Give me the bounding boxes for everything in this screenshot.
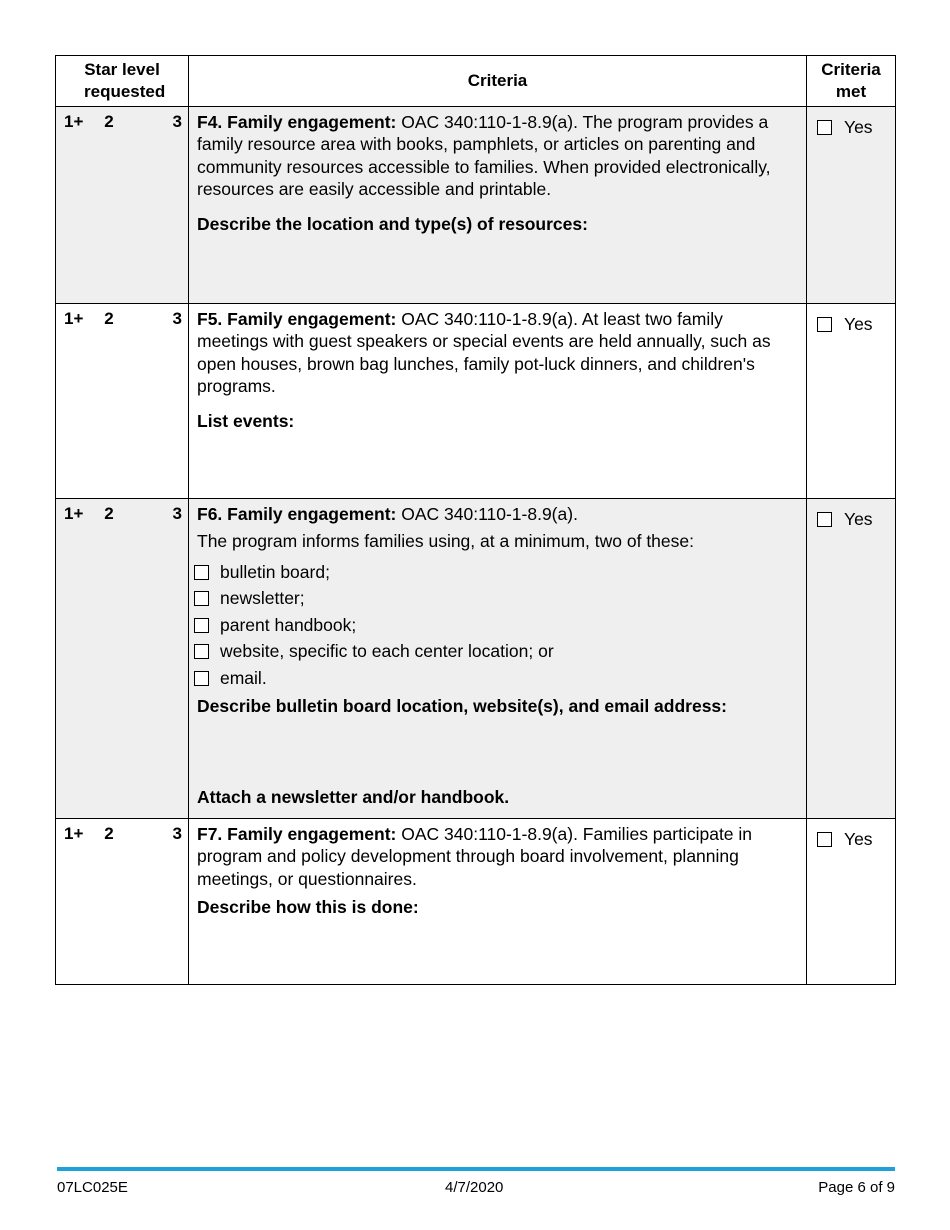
criteria-title: F7. Family engagement: [197,824,397,844]
star-level-1plus: 1+ [64,309,84,328]
option-label: bulletin board; [220,561,330,582]
yes-label: Yes [844,829,873,849]
star-level-2: 2 [104,504,114,523]
criteria-intro: The program informs families using, at a minimum, two of these: [197,531,694,552]
option-label: parent handbook; [220,614,357,635]
criteria-cell [189,819,807,985]
header-criteria: Criteria [189,56,807,107]
header-star-level: Star level requested [56,56,189,107]
yes-label: Yes [844,117,873,137]
criteria-title: F5. Family engagement: [197,309,397,329]
option-checkbox[interactable] [194,565,209,580]
criteria-prompt: Describe the location and type(s) of resources: [197,213,588,234]
option-parent-handbook [194,614,798,637]
criteria-prompt: Describe how this is done: [197,897,419,918]
yes-label: Yes [844,509,873,529]
criteria-table [55,55,896,985]
star-levels [56,107,189,304]
criteria-met-cell [807,304,896,499]
header-criteria-met: Criteria met [807,56,896,107]
star-levels [56,819,189,985]
criteria-title: F6. Family engagement: [197,504,397,524]
yes-checkbox[interactable] [817,832,832,847]
yes-checkbox[interactable] [817,317,832,332]
star-levels [56,304,189,499]
option-label: newsletter; [220,588,305,609]
criteria-body: OAC 340:110-1-8.9(a). At least two family meetings with guest speakers or special events are held annually, such as open houses, brown bag lunches, family pot-luck dinners, and children's programs. [197,309,771,397]
option-checkbox[interactable] [194,591,209,606]
criteria-body: OAC 340:110-1-8.9(a). The program provides a family resource area with books, pamphlets, or articles on parenting and community resources accessible to families. When provided electronically, resources are easily accessible and printable. [197,112,771,200]
criteria-met-cell [807,107,896,304]
table-header-row [56,56,896,107]
table-row [56,304,896,499]
footer-page-number: Page 6 of 9 [818,1179,895,1196]
criteria-title: F4. Family engagement: [197,112,397,132]
yes-checkbox[interactable] [817,120,832,135]
star-level-1plus: 1+ [64,504,84,523]
footer-divider [57,1167,895,1171]
table-row [56,107,896,304]
yes-checkbox[interactable] [817,512,832,527]
option-checkbox[interactable] [194,644,209,659]
option-website [194,640,798,663]
footer-date: 4/7/2020 [445,1179,504,1196]
star-level-2: 2 [104,309,114,328]
table-row [56,499,896,819]
option-checkbox[interactable] [194,671,209,686]
criteria-prompt: Describe bulletin board location, website(s), and email address: [197,696,727,717]
star-level-3: 3 [172,824,182,843]
criteria-cell [189,304,807,499]
option-label: website, specific to each center location; or [220,641,554,662]
star-level-2: 2 [104,112,114,131]
criteria-met-cell [807,819,896,985]
star-level-1plus: 1+ [64,112,84,131]
criteria-body: OAC 340:110-1-8.9(a). [396,504,578,524]
criteria-met-cell [807,499,896,819]
table-row [56,819,896,985]
option-newsletter [194,587,798,610]
criteria-body: OAC 340:110-1-8.9(a). Families participate in program and policy development through board involvement, planning meetings, or questionnaires. [197,824,753,889]
option-label: email. [220,667,267,688]
criteria-cell [189,107,807,304]
option-checkbox[interactable] [194,618,209,633]
option-bulletin-board [194,561,798,584]
criteria-cell [189,499,807,819]
criteria-prompt: List events: [197,410,295,431]
star-level-1plus: 1+ [64,824,84,843]
star-level-3: 3 [172,309,182,328]
attach-instruction: Attach a newsletter and/or handbook. [197,786,510,807]
option-email [194,667,798,690]
star-level-3: 3 [172,504,182,523]
star-level-3: 3 [172,112,182,131]
star-level-2: 2 [104,824,114,843]
star-levels [56,499,189,819]
options-list [197,561,798,690]
yes-label: Yes [844,314,873,334]
footer-form-id: 07LC025E [57,1179,128,1196]
